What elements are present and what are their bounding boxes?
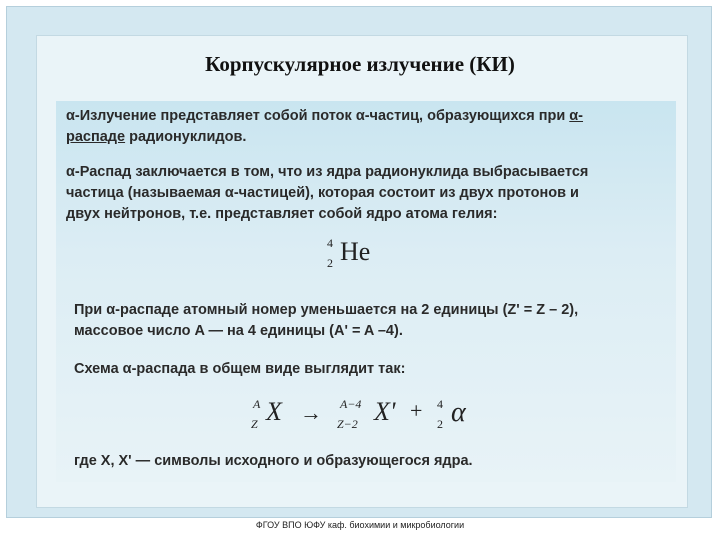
parent-mass-number: A [253, 397, 261, 411]
daughter-atomic-number: Z−2 [337, 417, 358, 431]
alpha-particle-symbol: α [451, 397, 466, 428]
alpha-mass-number: 4 [437, 397, 443, 411]
para1-line2-rest: радионуклидов. [125, 129, 247, 145]
slide-title: Корпускулярное излучение (КИ) [205, 52, 515, 76]
alpha-decay-link-part1[interactable]: α- [569, 108, 584, 124]
alpha-decay-rules [74, 300, 674, 342]
alpha-radiation-definition [66, 106, 666, 148]
helium-mass-number: 4 [327, 236, 333, 250]
content-panel [56, 101, 676, 482]
para2-line2: частица (называемая α-частицей), которая состоит из двух протонов и [66, 185, 579, 201]
helium-symbol: He [340, 237, 371, 266]
reaction-arrow: → [300, 400, 322, 425]
parent-atomic-number: Z [251, 417, 258, 431]
alpha-decay-scheme-heading: Схема α-распада в общем виде выглядит так: [74, 361, 406, 377]
para3-line1: При α-распаде атомный номер уменьшается на 2 единицы (Z' = Z – 2), [74, 302, 579, 318]
parent-nucleus-symbol: X [266, 397, 282, 426]
para3-line2: массовое число A — на 4 единицы (A' = A –4). [74, 323, 403, 339]
daughter-nucleus-symbol: X' [374, 397, 396, 426]
plus-sign: + [410, 398, 423, 423]
para2-line1: α-Распад заключается в том, что из ядра радионуклида выбрасывается [66, 164, 589, 180]
footer-text: ФГОУ ВПО ЮФУ каф. биохимии и микробиологии [255, 520, 465, 530]
para2-line3: двух нейтронов, т.е. представляет собой ядро атома гелия: [66, 206, 498, 222]
alpha-decay-explanation [66, 162, 676, 225]
para1-line1: α-Излучение представляет собой поток α-частиц, образующихся при [66, 108, 566, 124]
alpha-decay-link-part2[interactable]: распаде [66, 129, 126, 145]
daughter-mass-number: A−4 [340, 397, 362, 411]
symbol-legend: где X, X' — символы исходного и образующегося ядра. [74, 453, 473, 469]
helium-atomic-number: 2 [327, 256, 333, 270]
alpha-atomic-number: 2 [437, 417, 443, 431]
